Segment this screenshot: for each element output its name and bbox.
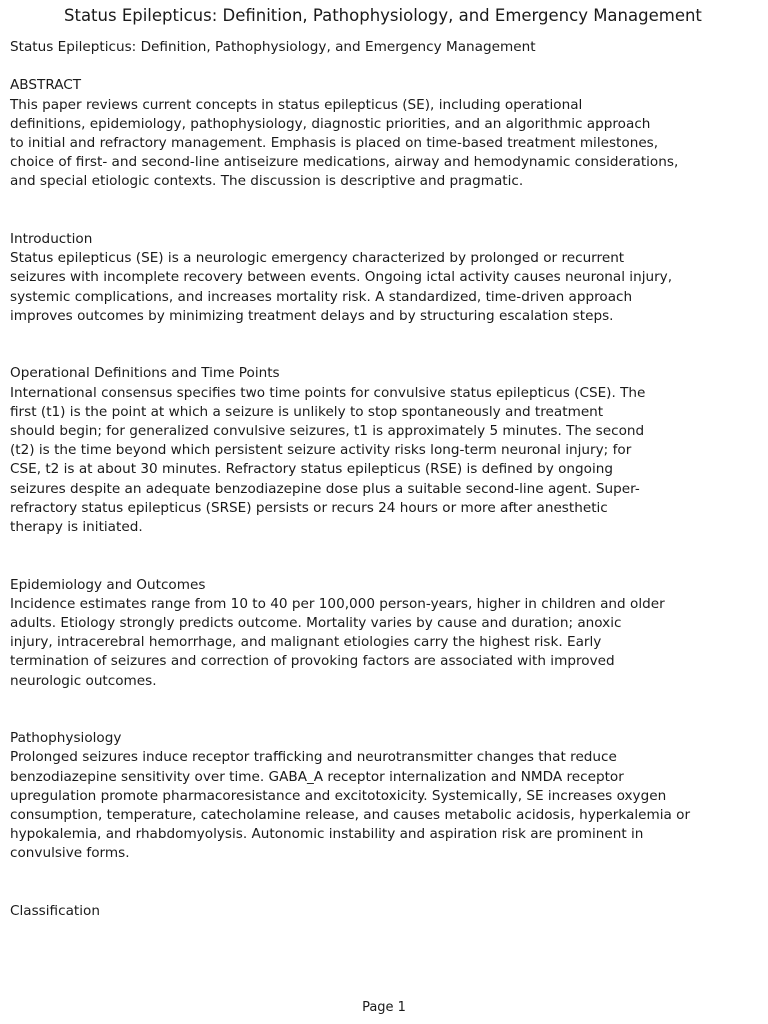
text-line: systemic complications, and increases mortality risk. A standardized, time-driven approach [10, 288, 633, 305]
document-title: Status Epilepticus: Definition, Pathophysiology, and Emergency Management [10, 39, 536, 55]
text-line: hypokalemia, and rhabdomyolysis. Autonomic instability and aspiration risk are prominent in [10, 826, 644, 843]
text-line: adults. Etiology strongly predicts outcome. Mortality varies by cause and duration; anoxic [10, 615, 622, 632]
page-number [0, 999, 768, 1017]
text-line: upregulation promote pharmacoresistance and excitotoxicity. Systemically, SE increases oxygen [10, 787, 667, 804]
page-number-label: Page 1 [362, 1000, 406, 1015]
text-line: Incidence estimates range from 10 to 40 per 100,000 person-years, higher in children and older [10, 595, 665, 612]
text-line: therapy is initiated. [10, 519, 143, 536]
section-pathophysiology [10, 729, 750, 863]
text-line: first (t1) is the point at which a seizure is unlikely to stop spontaneously and treatment [10, 403, 604, 420]
sections-container [10, 76, 750, 921]
text-line: consumption, temperature, catecholamine release, and causes metabolic acidosis, hyperkalemia or [10, 807, 691, 824]
text-line: definitions, epidemiology, pathophysiology, diagnostic priorities, and an algorithmic approach [10, 115, 651, 132]
section-paragraph [10, 384, 750, 538]
section-heading: Introduction [10, 231, 93, 247]
text-line: International consensus specifies two time points for convulsive status epilepticus (CSE). The [10, 384, 646, 401]
text-line: improves outcomes by minimizing treatment delays and by structuring escalation steps. [10, 307, 614, 324]
text-line: This paper reviews current concepts in status epilepticus (SE), including operational [10, 96, 583, 113]
text-line: termination of seizures and correction of provoking factors are associated with improved [10, 653, 615, 670]
running-header [0, 6, 768, 26]
section-epidemiology-and-outcomes [10, 576, 750, 691]
section-heading: ABSTRACT [10, 77, 82, 94]
text-line: to initial and refractory management. Emphasis is placed on time-based treatment milestones, [10, 135, 659, 151]
section-heading: Pathophysiology [10, 730, 122, 747]
section-paragraph [10, 748, 750, 863]
section-paragraph [10, 595, 750, 691]
text-line: should begin; for generalized convulsive seizures, t1 is approximately 5 minutes. The second [10, 423, 645, 440]
text-line: benzodiazepine sensitivity over time. GABA_A receptor internalization and NMDA receptor [10, 768, 624, 785]
text-line: Prolonged seizures induce receptor trafficking and neurotransmitter changes that reduce [10, 749, 617, 766]
section-heading: Epidemiology and Outcomes [10, 576, 206, 593]
section-abstract [10, 76, 750, 191]
text-line: neurologic outcomes. [10, 672, 157, 689]
text-line: refractory status epilepticus (SRSE) persists or recurs 24 hours or more after anesthetic [10, 499, 608, 516]
text-line: and special etiologic contexts. The discussion is descriptive and pragmatic. [10, 173, 524, 190]
text-line: Status epilepticus (SE) is a neurologic emergency characterized by prolonged or recurrent [10, 250, 625, 267]
section-operational-definitions-and-time-points [10, 364, 750, 537]
text-line: CSE, t2 is at about 30 minutes. Refractory status epilepticus (RSE) is defined by ongoing [10, 461, 613, 478]
text-line: choice of first- and second-line antiseizure medications, airway and hemodynamic considerations, [10, 154, 679, 171]
text-line: seizures despite an adequate benzodiazepine dose plus a suitable second-line agent. Super- [10, 480, 640, 497]
section-paragraph [10, 249, 750, 326]
section-classification [10, 902, 750, 921]
text-line: injury, intracerebral hemorrhage, and malignant etiologies carry the highest risk. Early [10, 634, 602, 651]
running-title: Status Epilepticus: Definition, Pathophysiology, and Emergency Management [64, 6, 702, 25]
document-body [10, 38, 750, 921]
section-introduction [10, 230, 750, 326]
section-heading: Classification [10, 903, 100, 920]
section-heading: Operational Definitions and Time Points [10, 365, 280, 382]
section-paragraph [10, 96, 750, 192]
text-line: (t2) is the time beyond which persistent seizure activity risks long-term neuronal injury; for [10, 442, 632, 459]
text-line: convulsive forms. [10, 845, 130, 862]
text-line: seizures with incomplete recovery between events. Ongoing ictal activity causes neuronal injury, [10, 269, 673, 286]
